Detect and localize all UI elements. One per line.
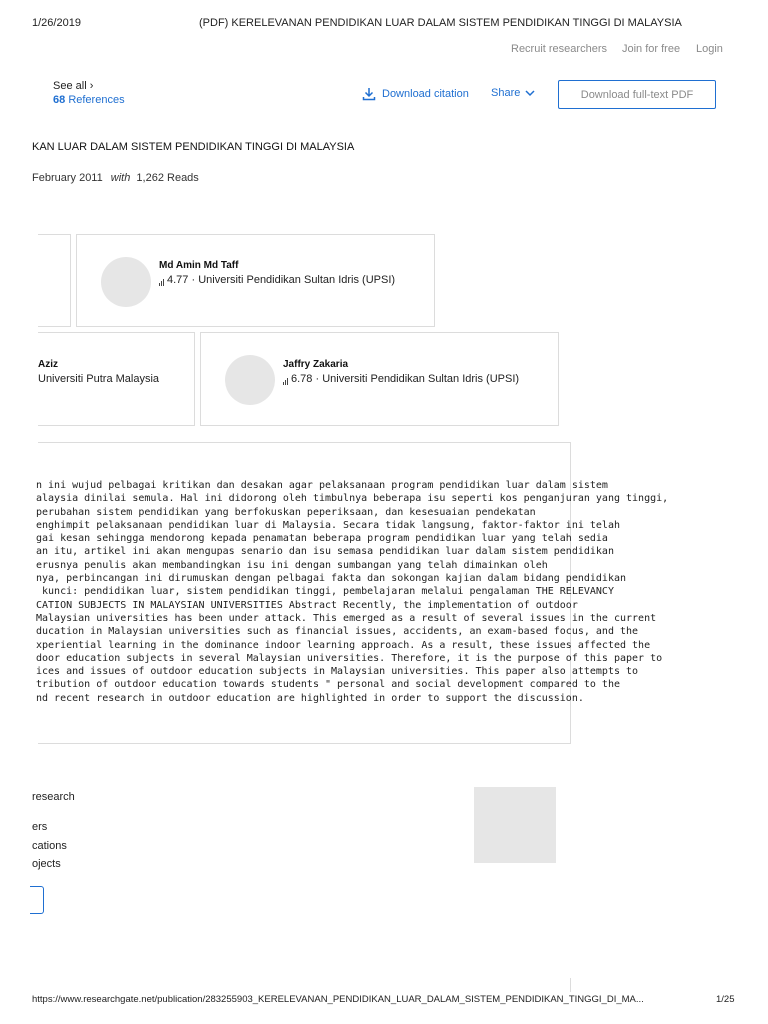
author-institution: Universiti Putra Malaysia: [38, 373, 160, 385]
image-placeholder: [474, 787, 556, 863]
publication-date: February 2011: [32, 172, 103, 184]
with-text: with: [110, 172, 131, 184]
abstract-text: n ini wujud pelbagai kritikan dan desakan agar pelaksanaan program pendidikan luar dalam sistem alaysia dinilai semula. Hal ini didorong oleh timbulnya beberapa isu seperti kos penganjuran yang tinggi, perubahan sistem pendidikan yang berfokuskan peperiksaan, dan kesesuaian pendekatan enghimpit pelaksanaan pendidikan luar di Malaysia. Secara tidak langsung, faktor-faktor ini telah gai kesan sehingga mendorong kepada penamatan beberapa program pendidikan luar yang telah sedia an itu, artikel ini akan mengupas senario dan isu semasa pendidikan luar dalam sistem pendidikan erusnya penulis akan membandingkan isu ini dengan sumbangan yang telah dimainkan oleh nya, perbincangan ini dirumuskan dengan pelbagai fakta dan sokongan kajian dalam bidang pendidikan kunci: pendidikan luar, sistem pendidikan tinggi, pembelajaran melalui pengalaman THE RELEVANCY CATION SUBJECTS IN MALAYSIAN UNIVERSITIES Abstract Recently, the implementation of outdoor Malaysian universities has been under attack. This emerged as a result of several issues in the current ducation in Malaysian universities such as financial issues, accidents, an exam-based focus, and the xperiential learning in the dominance indoor learning approach. As a result, these issues affected the door education subjects in several Malaysian universities. Therefore, it is the purpose of this paper to ices and issues of outdoor education subjects in Malaysian universities. This paper also attempts to tribution of outdoor education towards students " personal and social development compared to the nd recent research in outdoor education are highlighted in order to support the discussion.: [36, 480, 669, 704]
author-name[interactable]: Aziz: [38, 359, 58, 370]
recruit-researchers-link[interactable]: Recruit researchers: [511, 43, 607, 55]
references-count: 68: [53, 94, 66, 106]
nav-link-projects[interactable]: ojects: [32, 858, 61, 870]
print-date: 1/26/2019: [32, 17, 81, 29]
author-card-partial[interactable]: [38, 234, 71, 327]
share-button[interactable]: [491, 87, 535, 99]
author-name[interactable]: Jaffry Zakaria: [283, 359, 349, 370]
download-citation-label: Download citation: [382, 88, 469, 100]
paper-meta: [32, 172, 199, 184]
author-card[interactable]: [76, 234, 435, 327]
author-affiliation: [283, 373, 519, 385]
avatar[interactable]: [225, 355, 275, 405]
author-affiliation: [159, 274, 395, 286]
nav-link-research[interactable]: research: [32, 791, 75, 803]
author-score: 6.78: [291, 373, 313, 385]
avatar[interactable]: [101, 257, 151, 307]
paper-title: KAN LUAR DALAM SISTEM PENDIDIKAN TINGGI DI MALAYSIA: [32, 141, 355, 153]
author-card[interactable]: [38, 332, 195, 426]
score-bars-icon: [283, 373, 289, 385]
reads-count: 1,262 Reads: [136, 172, 199, 184]
author-card[interactable]: [200, 332, 559, 426]
join-for-free-link[interactable]: Join for free: [622, 43, 681, 55]
footer-url: https://www.researchgate.net/publication/283255903_KERELEVANAN_PENDIDIKAN_LUAR_DALAM_SISTEM_PENDIDIKAN_TINGGI_DI_MA...: [32, 994, 644, 1005]
see-all-link[interactable]: See all ›: [53, 80, 94, 92]
print-title: (PDF) KERELEVANAN PENDIDIKAN LUAR DALAM SISTEM PENDIDIKAN TINGGI DI MALAYSIA: [199, 17, 682, 29]
download-icon: [362, 87, 376, 101]
nav-link-researchers[interactable]: ers: [32, 821, 48, 833]
chevron-down-icon: [525, 89, 535, 97]
share-label: Share: [491, 87, 521, 99]
author-name[interactable]: Md Amin Md Taff: [159, 260, 239, 271]
references-link[interactable]: [53, 94, 125, 106]
download-citation-button[interactable]: [362, 87, 469, 101]
references-label: References: [68, 94, 125, 106]
author-institution: · Universiti Pendidikan Sultan Idris (UPSI): [315, 373, 520, 385]
cut-off-button[interactable]: [30, 886, 44, 914]
author-score: 4.77: [167, 274, 189, 286]
download-pdf-label: Download full-text PDF: [580, 88, 694, 101]
download-full-text-pdf-button[interactable]: [558, 80, 716, 109]
nav-link-publications[interactable]: cations: [32, 840, 67, 852]
footer-page-number: 1/25: [716, 994, 735, 1005]
author-institution: · Universiti Pendidikan Sultan Idris (UPSI): [191, 274, 396, 286]
abstract-panel: [36, 442, 669, 744]
score-bars-icon: [159, 274, 165, 286]
divider: [570, 978, 571, 992]
login-link[interactable]: Login: [696, 43, 723, 55]
